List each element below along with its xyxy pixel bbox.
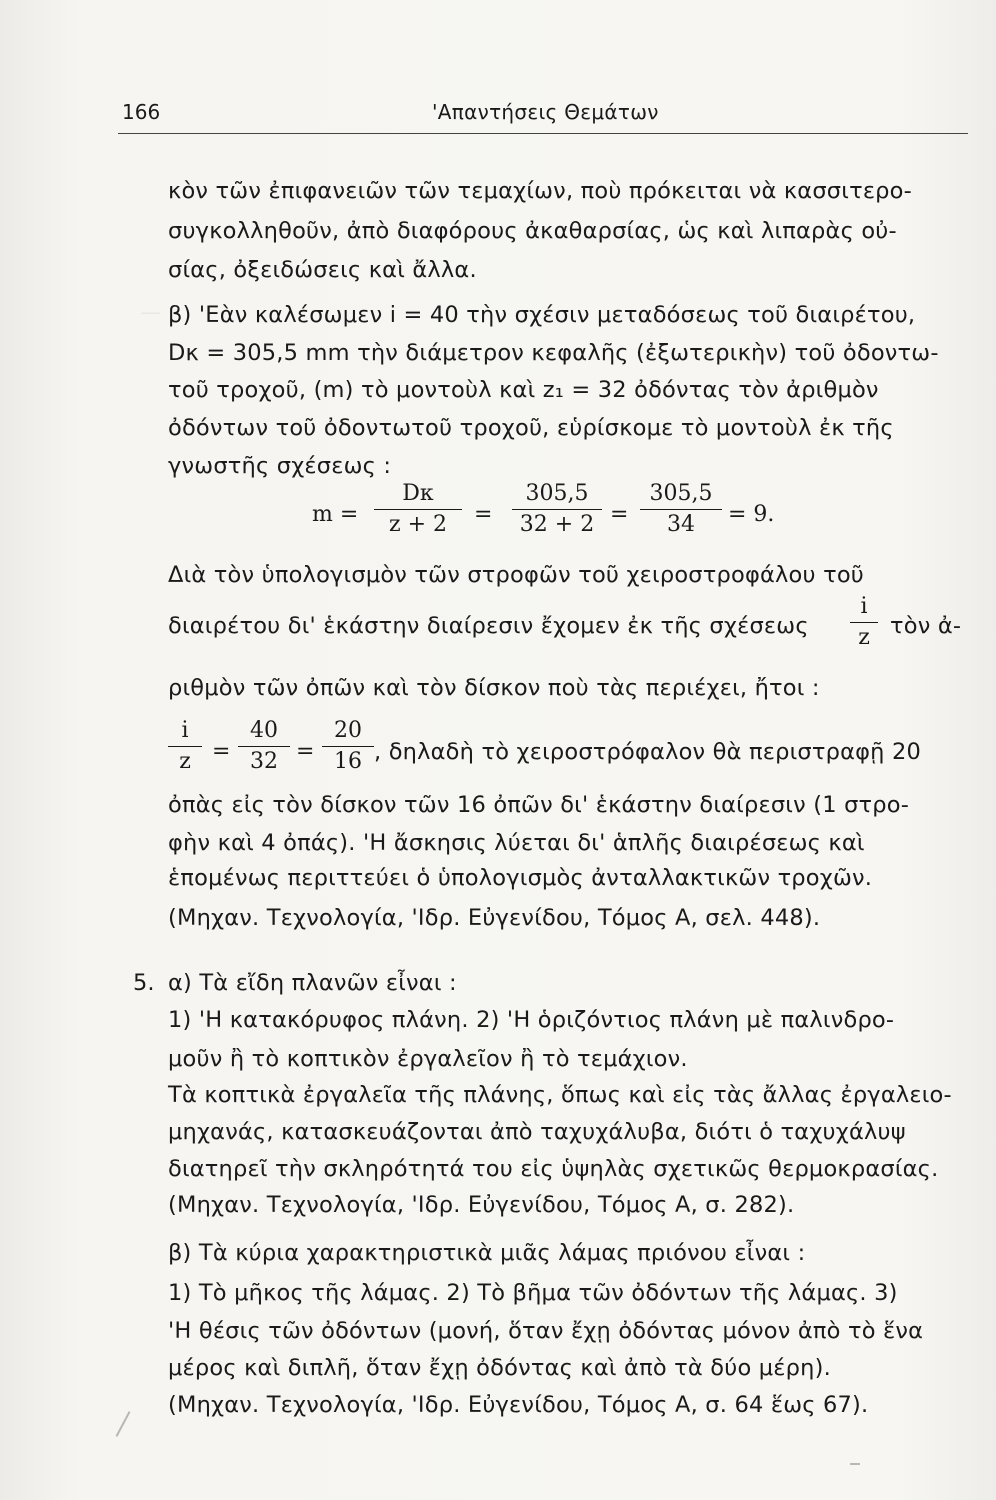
text-line: β) 'Εὰν καλέσωμεν i = 40 τὴν σχέσιν μεταδόσεως τοῦ διαιρέτου, (168, 302, 916, 328)
text-line: (Μηχαν. Τεχνολογία, 'Ιδρ. Εὐγενίδου, Τόμος Α, σελ. 448). (168, 905, 821, 931)
page-number: 166 (122, 100, 161, 124)
fraction (640, 481, 722, 539)
equals-sign: = (212, 739, 231, 764)
text-line: ἑπομένως περιττεύει ὁ ὑπολογισμὸς ἀνταλλακτικῶν τροχῶν. (168, 865, 873, 891)
fraction (322, 718, 374, 776)
text-line: (Μηχαν. Τεχνολογία, 'Ιδρ. Εὐγενίδου, Τόμος Α, σ. 64 ἕως 67). (168, 1392, 869, 1418)
text-line: (Μηχαν. Τεχνολογία, 'Ιδρ. Εὐγενίδου, Τόμος Α, σ. 282). (168, 1192, 795, 1218)
fraction-numerator: Dκ (374, 481, 462, 510)
stray-mark (850, 1463, 860, 1465)
fraction-denominator: z (858, 625, 870, 650)
text-line: 1) 'Η κατακόρυφος πλάνη. 2) 'Η ὁριζόντιος πλάνη μὲ παλινδρο- (168, 1007, 895, 1033)
text-line: μοῦν ἢ τὸ κοπτικὸν ἐργαλεῖον ἢ τὸ τεμάχιον. (168, 1046, 688, 1072)
text-line: ὀδόντων τοῦ ὀδοντωτοῦ τροχοῦ, εὑρίσκομε τὸ μοντοὺλ ἐκ τῆς (168, 415, 894, 441)
text-line: μηχανάς, κατασκευάζονται ἀπὸ ταχυχάλυβα, διότι ὁ ταχυχάλυψ (168, 1119, 906, 1145)
text-line: σίας, ὀξειδώσεις καὶ ἄλλα. (168, 257, 477, 283)
show-through-text: — (140, 300, 161, 324)
text-line: α) Τὰ εἴδη πλανῶν εἶναι : (168, 970, 457, 996)
inline-fraction (850, 594, 878, 652)
text-line: ὀπὰς εἰς τὸν δίσκον τῶν 16 ὀπῶν δι' ἑκάστην διαίρεσιν (1 στρο- (168, 792, 910, 818)
fraction (512, 481, 602, 539)
text-line: Τὰ κοπτικὰ ἐργαλεῖα τῆς πλάνης, ὅπως καὶ εἰς τὰς ἄλλας ἐργαλειο- (168, 1082, 952, 1108)
fraction-numerator: i (168, 718, 202, 747)
text-line: τὸν ἀ- (890, 613, 962, 639)
fraction-denominator: 34 (667, 512, 695, 537)
item-number: 5. (133, 970, 155, 996)
fraction (374, 481, 462, 539)
text-line: μέρος καὶ διπλῆ, ὅταν ἔχῃ ὀδόντας καὶ ἀπὸ τὰ δύο μέρη). (168, 1355, 831, 1381)
fraction (168, 718, 202, 776)
text-line: συγκολληθοῦν, ἀπὸ διαφόρους ἀκαθαρσίας, ὡς καὶ λιπαρὰς οὐ- (168, 218, 897, 244)
text-line: 'Η θέσις τῶν ὀδόντων (μονή, ὅταν ἔχῃ ὀδόντας μόνον ἀπὸ τὸ ἕνα (168, 1318, 924, 1344)
formula-tail-text: , δηλαδὴ τὸ χειροστρόφαλον θὰ περιστραφῇ 20 (374, 739, 922, 765)
fraction-denominator: 16 (334, 749, 362, 774)
text-line: ριθμὸν τῶν ὀπῶν καὶ τὸν δίσκον ποὺ τὰς περιέχει, ἤτοι : (168, 675, 820, 701)
fraction-numerator: i (850, 594, 878, 623)
fraction-denominator: z + 2 (388, 512, 447, 537)
page-header (122, 100, 936, 130)
running-title: 'Απαντήσεις Θεμάτων (432, 100, 659, 124)
text-line: Διὰ τὸν ὑπολογισμὸν τῶν στροφῶν τοῦ χειροστροφάλου τοῦ (168, 562, 865, 588)
fraction-numerator: 20 (322, 718, 374, 747)
fraction-numerator: 305,5 (512, 481, 602, 510)
fraction-numerator: 305,5 (640, 481, 722, 510)
formula-result: = 9. (728, 502, 775, 527)
formula-lhs: m = (312, 502, 359, 527)
header-rule (118, 133, 968, 134)
text-line: Dκ = 305,5 mm τὴν διάμετρον κεφαλῆς (ἐξωτερικὴν) τοῦ ὀδοντω- (168, 340, 939, 366)
fraction-denominator: 32 + 2 (519, 512, 595, 537)
text-line: διατηρεῖ τὴν σκληρότητά του εἰς ὑψηλὰς σχετικῶς θερμοκρασίας. (168, 1156, 939, 1182)
text-line: διαιρέτου δι' ἑκάστην διαίρεσιν ἔχομεν ἐκ τῆς σχέσεως (168, 613, 809, 639)
fraction-denominator: 32 (250, 749, 278, 774)
fraction (238, 718, 290, 776)
text-line: β) Τὰ κύρια χαρακτηριστικὰ μιᾶς λάμας πριόνου εἶναι : (168, 1240, 806, 1266)
equals-sign: = (296, 739, 315, 764)
text-line: τοῦ τροχοῦ, (m) τὸ μοντοὺλ καὶ z₁ = 32 ὀδόντας τὸν ἀριθμὸν (168, 377, 879, 403)
text-line: γνωστῆς σχέσεως : (168, 453, 392, 479)
fraction-denominator: z (179, 749, 191, 774)
stray-mark (116, 1411, 131, 1437)
text-line: 1) Τὸ μῆκος τῆς λάμας. 2) Τὸ βῆμα τῶν ὀδόντων τῆς λάμας. 3) (168, 1280, 898, 1306)
equals-sign: = (610, 502, 629, 527)
text-line: κὸν τῶν ἐπιφανειῶν τῶν τεμαχίων, ποὺ πρόκειται νὰ κασσιτερο- (168, 178, 912, 204)
fraction-numerator: 40 (238, 718, 290, 747)
equals-sign: = (474, 502, 493, 527)
text-line: φὴν καὶ 4 ὀπάς). 'Η ἄσκησις λύεται δι' ἁπλῆς διαιρέσεως καὶ (168, 830, 865, 856)
